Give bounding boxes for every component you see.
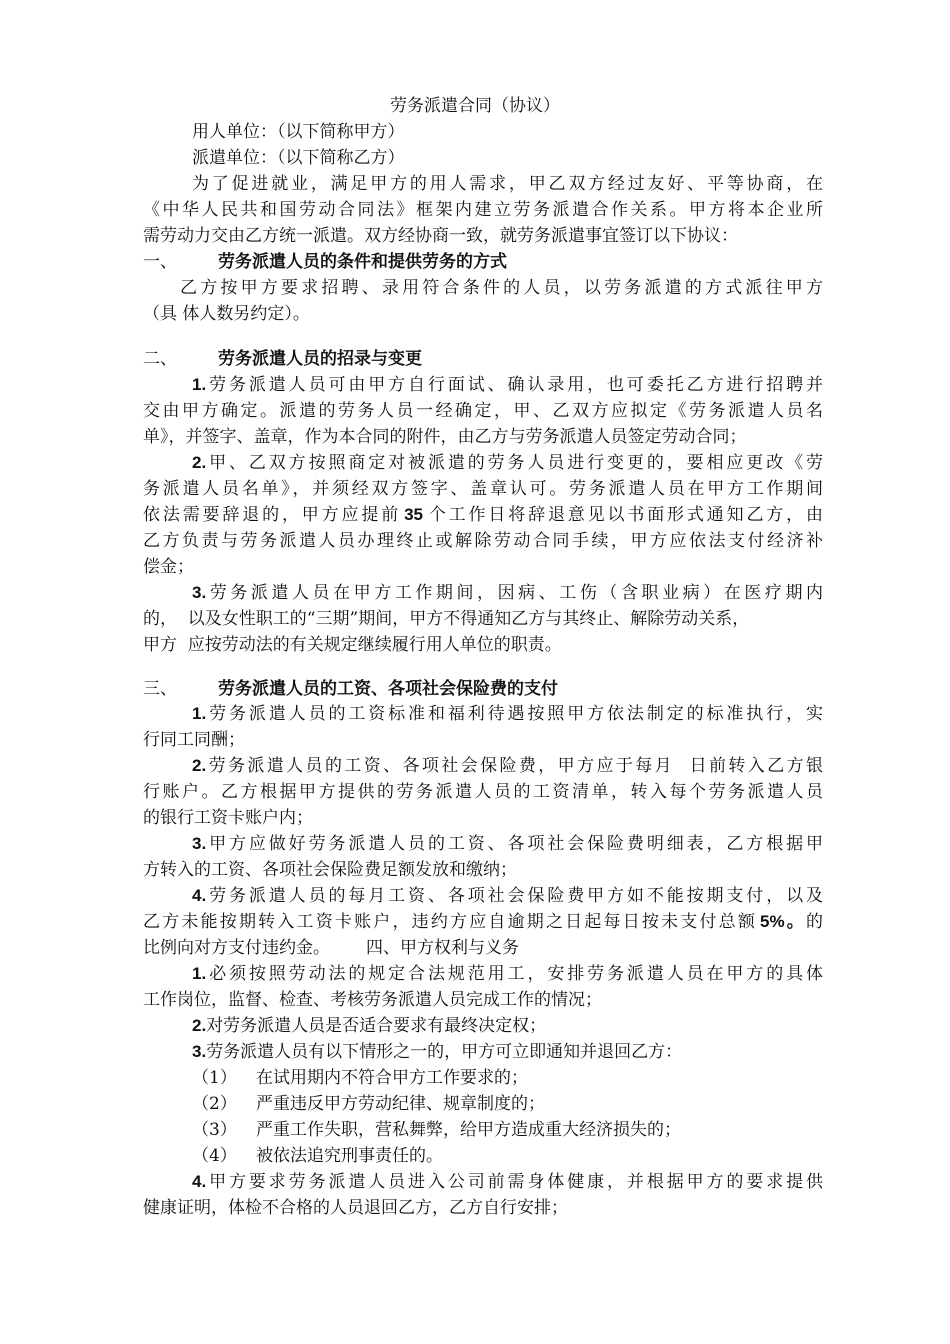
s3-item-2-line-2: 行账户。乙方根据甲方提供的劳务派遣人员的工资清单，转入每个劳务派遣人员 xyxy=(143,782,823,802)
section-1-title: 劳务派遣人员的条件和提供劳务的方式 xyxy=(218,252,507,272)
s4-subitem-3: （3） 严重工作失职，营私舞弊，给甲方造成重大经济损失的； xyxy=(192,1117,872,1143)
section-3-title: 劳务派遣人员的工资、各项社会保险费的支付 xyxy=(218,679,558,699)
s3-item-1-line-1: 1.劳务派遣人员的工资标准和福利待遇按照甲方依法制定的标准执行，实 xyxy=(192,704,823,724)
intro-line-1: 为了促进就业，满足甲方的用人需求，甲乙双方经过友好、平等协商，在 xyxy=(192,174,823,194)
s3-item-2-line-3: 的银行工资卡账户内； xyxy=(143,808,313,828)
s3-item-4-number: 4. xyxy=(192,886,207,905)
s3-item-4-line-1: 4.劳务派遣人员的每月工资、各项社会保险费甲方如不能按期支付，以及 xyxy=(192,886,823,906)
section-1-number: 一、 xyxy=(143,252,177,272)
s2-item-2-line-5: 偿金； xyxy=(143,557,194,577)
s3-item-3-line-1: 3.甲方应做好劳务派遣人员的工资、各项社会保险费明细表，乙方根据甲 xyxy=(192,834,823,854)
s2-item-3-line-1: 3.劳务派遣人员在甲方工作期间，因病、工伤（含职业病）在医疗期内 xyxy=(192,583,823,603)
intro-line-3: 需劳动力交由乙方统一派遣。双方经协商一致，就劳务派遣事宜签订以下协议： xyxy=(143,226,738,246)
s2-item-2-line-2: 务派遣人员名单》，并须经双方签字、盖章认可。劳务派遣人员在甲方工作期间 xyxy=(143,479,823,499)
s4-subitem-4: （4） 被依法追究刑事责任的。 xyxy=(192,1143,872,1169)
s4-subitem-1: （1） 在试用期内不符合甲方工作要求的； xyxy=(192,1065,872,1091)
s3-item-2-line-1: 2.劳务派遣人员的工资、各项社会保险费，甲方应于每月 日前转入乙方银 xyxy=(192,756,823,776)
s4-subitem-3-number: （3） xyxy=(192,1120,237,1140)
s3-item-2-number: 2. xyxy=(192,756,207,775)
s2-item-1-line-2: 交由甲方确定。派遣的劳务人员一经确定，甲、乙双方应拟定《劳务派遣人员名 xyxy=(143,401,823,421)
s2-item-3-line-2: 的， 以及女性职工的“三期”期间，甲方不得通知乙方与其终止、解除劳动关系， xyxy=(143,609,750,629)
s4-item-2-number: 2. xyxy=(192,1016,207,1035)
section-3-number: 三、 xyxy=(143,679,177,699)
s4-item-1-number: 1. xyxy=(192,964,207,983)
s4-item-4-number: 4. xyxy=(192,1172,207,1191)
s4-item-2-line-1: 2.对劳务派遣人员是否适合要求有最终决定权； xyxy=(192,1016,547,1036)
intro-line-2: 《中华人民共和国劳动合同法》框架内建立劳务派遣合作关系。甲方将本企业所 xyxy=(143,200,823,220)
s3-item-4-line-3: 比例向对方支付违约金。 四、甲方权利与义务 xyxy=(143,938,519,958)
s3-item-3-line-2: 方转入的工资、各项社会保险费足额发放和缴纳； xyxy=(143,860,517,880)
s3-item-1-line-2: 行同工同酬； xyxy=(143,730,245,750)
s4-item-1-line-1: 1.必须按照劳动法的规定合法规范用工，安排劳务派遣人员在甲方的具体 xyxy=(192,964,823,984)
s4-item-1-line-2: 工作岗位，监督、检查、考核劳务派遣人员完成工作的情况； xyxy=(143,990,602,1010)
s4-item-3-line-1: 3.劳务派遣人员有以下情形之一的，甲方可立即通知并退回乙方： xyxy=(192,1042,683,1062)
employer-line: 用人单位：（以下简称甲方） xyxy=(192,122,405,142)
s3-item-3-number: 3. xyxy=(192,834,207,853)
s2-item-2-line-4: 乙方负责与劳务派遣人员办理终止或解除劳动合同手续，甲方应依法支付经济补 xyxy=(143,531,823,551)
dispatcher-line: 派遣单位：（以下简称乙方） xyxy=(192,148,405,168)
s3-item-4-line-2: 乙方未能按期转入工资卡账户，违约方应自逾期之日起每日按未支付总额 5%。的 xyxy=(143,912,823,932)
s4-subitem-1-number: （1） xyxy=(192,1068,237,1088)
s2-item-1-number: 1. xyxy=(192,375,207,394)
s4-subitem-4-number: （4） xyxy=(192,1146,237,1166)
s2-item-1-line-3: 单》，并签字、盖章，作为本合同的附件，由乙方与劳务派遣人员签定劳动合同； xyxy=(143,427,747,447)
s4-subitem-2: （2） 严重违反甲方劳动纪律、规章制度的； xyxy=(192,1091,872,1117)
s4-subitem-2-number: （2） xyxy=(192,1094,237,1114)
section-2-number: 二、 xyxy=(143,349,177,369)
s4-item-4-line-1: 4.甲方要求劳务派遣人员进入公司前需身体健康，并根据甲方的要求提供 xyxy=(192,1172,823,1192)
section-4-heading-inline: 四、甲方权利与义务 xyxy=(366,938,519,958)
section-1-line-1: 乙方按甲方要求招聘、录用符合条件的人员，以劳务派遣的方式派往甲方 xyxy=(180,278,823,298)
s2-item-2-line-1: 2.甲、乙双方按照商定对被派遣的劳务人员进行变更的，要相应更改《劳 xyxy=(192,453,823,473)
document-title: 劳务派遣合同（协议） xyxy=(390,96,560,116)
s3-item-1-number: 1. xyxy=(192,704,207,723)
s2-item-3-number: 3. xyxy=(192,583,207,602)
s2-item-1-line-1: 1.劳务派遣人员可由甲方自行面试、确认录用，也可委托乙方进行招聘并 xyxy=(192,375,823,395)
section-1-line-2: （具 体人数另约定）。 xyxy=(143,304,310,324)
s2-item-3-line-3: 甲方 应按劳动法的有关规定继续履行用人单位的职责。 xyxy=(143,635,562,655)
s2-item-2-line-3: 依法需要辞退的，甲方应提前 35 个工作日将辞退意见以书面形式通知乙方，由 xyxy=(143,505,824,525)
s4-item-3-number: 3. xyxy=(192,1042,207,1061)
s4-item-4-line-2: 健康证明，体检不合格的人员退回乙方，乙方自行安排； xyxy=(143,1198,568,1218)
section-2-title: 劳务派遣人员的招录与变更 xyxy=(218,349,422,369)
s2-item-2-number: 2. xyxy=(192,453,207,472)
